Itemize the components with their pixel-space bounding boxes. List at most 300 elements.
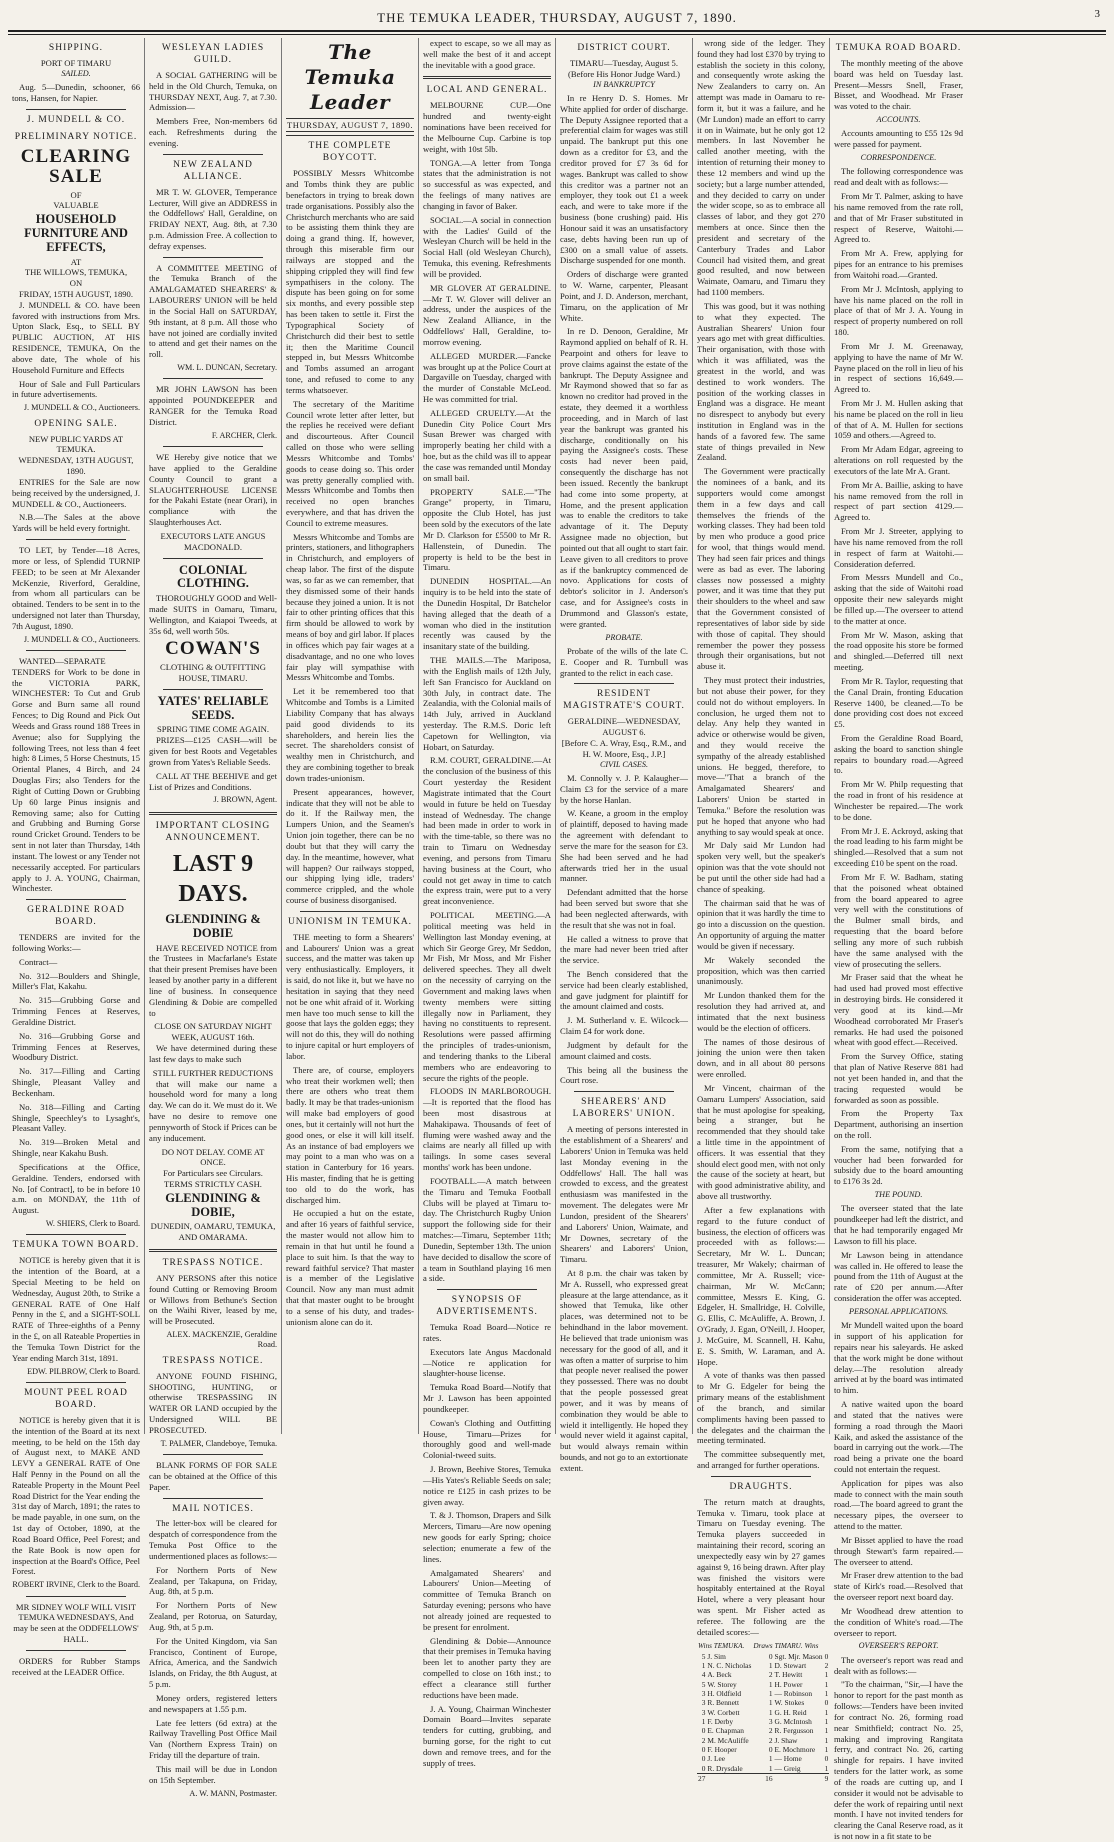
geraldine-date: GERALDINE—WEDNESDAY, AUGUST 6.: [567, 716, 681, 738]
temuka-wins: 0: [701, 1763, 706, 1773]
shearers-heading: SHEARERS' AND LABORERS' UNION.: [572, 1097, 676, 1120]
paper-title-box: [286, 40, 414, 136]
tenders-text: TENDERS are invited for the following Works:—: [12, 932, 140, 953]
road-p10: From Messrs Mundell and Co., asking that the side of Waitohi road opposite their new saleyards might be filled up.—The overseer to attend to the matter at once.: [834, 572, 963, 626]
case-1: M. Connolly v. J. P. Kalaugher—Claim £3 for the service of a mare by the horse Hanlan.: [560, 772, 688, 805]
col6-p10: Mr Vincent, chairman of the Oamaru Lumpers' Association, said that he must apologise for speaking, being a stranger, but he recommended that they should take a little time in the appointment of officers. It was essential that they should elect good men, with not only the cause of the society at heart, but with good administrative ability, and above all trustworthy.: [697, 1082, 825, 1202]
on-label: ON: [69, 278, 83, 289]
temuka-wins: 3: [701, 1688, 706, 1698]
timaru-player: Sgt. Mjr. Mason: [774, 1651, 823, 1661]
mail-6: This mail will be due in London on 15th September.: [149, 1763, 277, 1785]
draws: 1: [768, 1688, 773, 1698]
mail-heading: MAIL NOTICES.: [172, 1503, 254, 1514]
wolf-notice: MR SIDNEY WOLF WILL VISIT TEMUKA WEDNESDAYS, And may be seen at the ODDFELLOWS' HALL.: [13, 1601, 139, 1645]
draughts-row: [697, 1661, 829, 1670]
to-let-text: TO LET, by Tender—18 Acres, more or less, of Splendid TURNIP FEED; to be seen at Mr Alexander McKenzie, Riverford, Geraldine, from whom all particulars can be obtained. Tenders to be sent in to the undersigned not later than Thursday, 7th August, 1890.: [12, 545, 140, 631]
draughts-row: [697, 1736, 829, 1745]
towns-text: DUNEDIN, OAMARU, TEMUKA, AND OMARAMA.: [150, 1221, 276, 1243]
temuka-wins: 1: [701, 1660, 706, 1670]
boycott-p1: POSSIBLY Messrs Whitcombe and Tombs think they are public benefactors in trying to break down trade organisations. Possibly also the Christchurch merchants who are said to be assisting them think they are doing a grand thing. If, however, through this miserable firm our railways are stopped and the shipping crippled they will find few sympathisers in the colony. The dispute has been going on for some six months, and every possible step has been taken to settle it. First the Typographical Society of Christchurch did their best to settle it; then the Maritime Council stepped in, but Messrs Whitcombe and Tombs assumed an arrogant tone, and refused to come to any terms whatsoever.: [286, 168, 414, 395]
col6-p4: They must protect their industries, but not abuse their power, for they could not do without employers. In conclusion, he urged them not to delay. Any help they wanted in advice or otherwise would be given, and they would receive the sympathy of the already established unions. He begged, therefore, to move—"That a branch of the Amalgamated Shearers' and Laborers' Union be started in Temuka." Before the resolution was put he hoped that anyone who had anything to say would speak at once.: [697, 675, 825, 837]
temuka-player: M. McAuliffe: [707, 1735, 749, 1745]
signature-mackenzie: ALEX. MACKENZIE, Geraldine Road.: [166, 1330, 277, 1350]
applications-heading: PERSONAL APPLICATIONS.: [848, 1306, 948, 1316]
of-label: OF: [70, 189, 82, 200]
mundell-heading: J. MUNDELL & CO.: [26, 114, 126, 125]
column-6: [693, 38, 830, 1783]
spring-text: SPRING TIME COME AGAIN.: [156, 724, 270, 735]
road-p22: Mr Lawson being in attendance was called in. He offered to lease the pound from the 11th of August at the rate of £20 per annum.—After consideration the offer was accepted.: [834, 1249, 963, 1304]
mail-2: For Northern Ports of New Zealand, per Rotorua, on Saturday, Aug. 9th, at 5 p.m.: [149, 1600, 277, 1632]
temuka-wins: 2: [701, 1735, 706, 1745]
timaru-wins: 1: [824, 1670, 829, 1680]
civil-label: CIVIL CASES.: [599, 759, 649, 769]
timaru-player: D. Stewart: [774, 1660, 807, 1670]
timaru-wins: 1: [824, 1726, 829, 1736]
draughts-heading: DRAUGHTS.: [729, 1481, 793, 1492]
road-p18: From the Survey Office, stating that plan of Native Reserve 881 had not yet been handed in, and that the tracing requested would be forwarded as soon as possible.: [834, 1051, 963, 1105]
road-p2: From Mr T. Palmer, asking to have his name removed from the rate roll, and that of Mr Fraser substituted in respect of Reserve, Waitohi.—Agreed to.: [834, 191, 963, 245]
peel-notice-text: NOTICE is hereby given that it is the intention of the Board at its next meeting, to be held on the 15th day of August next, to MAKE AND LEVY a GENERAL RATE of One Half Penny in the Pound on all the Rateable Property in the Mount Peel Road District for the Year ending the 31st day of March, 1891; the rates to be made payable, in one sum, on the 1st day of October, 1890, at the Road Board Office, Peel Forest; and the Rate Book is now open for inspection at the Board's Office, Peel Forest.: [12, 1414, 140, 1577]
th-draws: Draws: [753, 1641, 773, 1650]
th-temuka: Wins TEMUKA.: [698, 1641, 745, 1650]
contract-315: No. 315—Grubbing Gorse and Trimming Fences at Reserves, Geraldine District.: [12, 995, 140, 1027]
draughts-total-cell: 9: [824, 1773, 829, 1783]
timaru-wins: 1: [824, 1679, 829, 1689]
case-7: Judgment by default for the amount claimed and costs.: [560, 1039, 688, 1061]
contract-label: Contract—: [19, 956, 58, 967]
paper-date: THURSDAY, AUGUST 7, 1890.: [286, 118, 414, 133]
glover-text: MR T. W. GLOVER, Temperance Lecturer, Will give an ADDRESS in the Oddfellows' Hall, Geraldine, on FRIDAY NEXT, Aug. 8th, at 7.30 p.m. Admission Free. A collection to defray expenses.: [149, 186, 277, 251]
unionism-p2: There are, of course, employers who treat their workmen well; then there are others who treat them badly. It may be that trades-unionism will make bad employers of good ones, but it certainly will not hurt the good ones, or else it will kill itself. As an instance of bad employers we may point to a man who was on a station in Canterbury for 16 years. His master, finding that he is getting too old to do the work, has discharged him.: [286, 1064, 414, 1205]
geraldine-road-board: GERALDINE ROAD BOARD.: [27, 905, 125, 928]
local-p10: R.M. COURT, GERALDINE.—At the conclusion of the business of this Court yesterday the Resident Magistrate intimated that the Court would in future be held on Tuesday instead of Wednesday. The change had been made in order to work in with the time-table, so there was no train to Timaru on Wednesday evening, and persons from Timaru having business at the Court, who could not get away in time to catch the express train, were put to a very great inconvenience.: [423, 755, 551, 907]
local-p2: TONGA.—A letter from Tonga states that the administration is not so successful as was expected, and the feelings of many natives are changing in favor of Baker.: [423, 157, 551, 211]
temuka-wins: 5: [701, 1679, 706, 1689]
port-heading: PORT OF TIMARU: [40, 57, 112, 68]
local-p12: FLOODS IN MARLBOROUGH.—It is reported that the flood has been most disastrous at Mahakipawa. Thousands of feet of fluming were washed away and the claims are nearly all filled up with tailings. In some cases several months' work has been undone.: [423, 1086, 551, 1173]
glendining-dobie: GLENDINING & DOBIE: [165, 912, 261, 940]
sailed-label: SAILED.: [61, 68, 91, 78]
contract-318: No. 318—Filling and Carting Shingle, Speechley's to Lysaght's, Pleasant Valley.: [12, 1101, 140, 1134]
blank-forms: BLANK FORMS OF FOR SALE can be obtained at the Office of this Paper.: [149, 1460, 277, 1492]
temuka-player: F. Hooper: [707, 1744, 737, 1754]
contract-312: No. 312—Boulders and Shingle, Miller's Flat, Kakahu.: [12, 970, 140, 992]
temuka-player: N. C. Nicholas: [707, 1660, 752, 1670]
draughts-row: [697, 1698, 829, 1707]
case-2: W. Keane, a groom in the employ of plaintiff, deposed to having made the agreement with defendant to serve the mare for the season for £3. She had been served and he had afterwards tried her in the usual manner.: [560, 808, 688, 884]
unionism-heading: UNIONISM IN TEMUKA.: [287, 916, 413, 927]
timaru-wins: 0: [824, 1698, 829, 1708]
col6-p7: Mr Wakely seconded the proposition, which was then carried unanimously.: [697, 954, 825, 987]
timaru-player: H. Power: [774, 1679, 803, 1689]
signature-brown: J. BROWN, Agent.: [213, 795, 277, 805]
timaru-wins: 0: [824, 1754, 829, 1764]
cash-terms: TERMS STRICTLY CASH.: [164, 1179, 262, 1190]
column-4: [419, 38, 556, 1768]
road-p9: From Mr J. Streeter, applying to have his name removed from the roll in respect of farm at Waitohi.—Consideration deferred.: [834, 526, 963, 569]
temuka-wins: 5: [701, 1651, 706, 1661]
valuable-label: VALUABLE: [53, 200, 99, 211]
timaru-wins: 1: [824, 1707, 829, 1717]
case-8: This being all the business the Court rose.: [560, 1064, 688, 1086]
local-p8: DUNEDIN HOSPITAL.—An inquiry is to be held into the state of the Dunedin Hospital, Dr Batchelor having alleged that the death of a woman who died in the institution recently was caused by the insanitary state of the building.: [423, 576, 551, 652]
shearers-p2: At 8 p.m. the chair was taken by Mr A. Russell, who expressed great pleasure at the large attendance, as it showed that Temuka, like other places, was determined not to be behindhand in the labor movement. He believed that trade unionism was necessary for the good of all, and it was often a matter of surprise to him that people never realised the power they possessed. There was no doubt that the people possessed great power, and it was by means of combination they would be able to wield it intelligently. He hoped they would never wield it against capital, but would always remain within bounds, and not go to an extortionate extent.: [560, 1267, 688, 1473]
committee-text: A COMMITTEE MEETING of the Temuka Branch of the AMALGAMATED SHEARERS' & LABOURERS' UNION will be held in the Social Hall on SATURDAY, 9th instant, at 8 p.m. All those who have not joined are cordially invited to attend and get their names on the roll.: [149, 262, 277, 360]
masthead: [8, 6, 1106, 32]
road-p21: The overseer stated that the late poundkeeper had left the district, and that he had temporarily engaged Mr Lawson to fill his place.: [834, 1203, 963, 1246]
temuka-player: R. Bennett: [707, 1698, 740, 1708]
draughts-row: [697, 1717, 829, 1726]
signature-palmer: T. PALMER, Clandeboye, Temuka.: [160, 1438, 277, 1448]
road-p20: From the same, notifying that a voucher had been forwarded for subsidy due to the board amounting to £176 3s 2d.: [834, 1143, 963, 1187]
col6-p5: Mr Daly said Mr Lundon had spoken very well, but the speaker's opinion was that the vote should not be put until the other side had had a chance of speaking.: [697, 840, 825, 894]
temuka-wins: 3: [701, 1707, 706, 1717]
correspondence-text: The following correspondence was read and dealt with as follows:—: [834, 166, 963, 188]
col6-p9: The names of those desirous of joining the union were then taken down, and in all about 80 persons were enrolled.: [697, 1036, 825, 1080]
local-p6: ALLEGED CRUELTY.—At the Dunedin City Police Court Mrs Susan Brewer was charged with improperly beating her child with a hoe, but as the child was ill to appear the case was remanded until Monday on small bail.: [423, 407, 551, 483]
draughts-row: [697, 1708, 829, 1717]
col6-p8: Mr Lundon thanked them for the resolution they had arrived at, and intimated that the next business would be the election of officers.: [697, 990, 825, 1033]
trespass-text-1: ANY PERSONS after this notice found Cutting or Removing Broom or Willows from Bethune's Section on the Waihi River, leased by me, will be Prosecuted.: [149, 1272, 277, 1327]
th-timaru: TIMARU. Wins: [774, 1641, 819, 1650]
column-5: [556, 38, 693, 1473]
timaru-date: TIMARU—Tuesday, August 5.: [570, 57, 678, 68]
unionism-p1: THE meeting to form a Shearers' and Labourers' Union was a great success, and the matter was taken up very enthusiastically. Employers, it is said, do not like it, but we have no hesitation in saying that they need not be one whit afraid of it. Working men have too much sense to kill the goose that lays the golden eggs; they will not do this, they will do nothing to injure capital or hurt employers of labor.: [286, 931, 414, 1061]
contract-317: No. 317—Filling and Carting Shingle, Pleasant Valley and Beckenham.: [12, 1066, 140, 1098]
mail-5: Late fee letters (6d extra) at the Railway Travelling Post Office Mail Van (Northern Express Train) on Friday till the departure of train.: [149, 1717, 277, 1761]
specifications-text: Specifications at the Office, Geraldine. Tenders, endorsed with No. [of Contract], to be in before 10 a.m. on MONDAY, the 11th of August.: [12, 1161, 140, 1216]
temuka-wins: 1: [701, 1716, 706, 1726]
road-p16: From Mr F. W. Badham, stating that the poisoned wheat obtained from the board appeared to agree very well with the constitutions of the Bulmer small birds, and requesting that the board before selling any more of such rubbish have the same analysed with the view of prosecuting the sellers.: [834, 871, 963, 969]
colonial-clothing: COLONIAL CLOTHING.: [177, 562, 249, 591]
draws: 1: [768, 1660, 773, 1670]
synopsis-heading: SYNOPSIS OF ADVERTISEMENTS.: [436, 1295, 538, 1318]
court-p2: Orders of discharge were granted to W. Warne, carpenter, Pleasant Point, and J. D. Anderson, merchant, Timaru, on the application of Mr White.: [560, 269, 688, 323]
trespass-heading-1: TRESPASS NOTICE.: [162, 1258, 264, 1268]
cowans-logo: COWAN'S: [165, 638, 261, 660]
road-p25: Application for pipes was also made to connect with the main south road.—The board agreed to grant the necessary pipes, the overseer to attend to the matter.: [834, 1477, 963, 1532]
column-1: [8, 38, 145, 1677]
yards-date: WEDNESDAY, 13TH AUGUST, 1890.: [18, 455, 134, 477]
accounts-text: Accounts amounting to £55 12s 9d were passed for payment.: [834, 128, 963, 150]
local-p13: FOOTBALL.—A match between the Timaru and Temuka Football Clubs will be played at Timaru to-day. The Christchurch Rugby Union support the following side for their matches:—Timaru, September 11th; Dunedin, September 13th. The union have decided to disallow the score of a team in Southland playing 16 men a side.: [423, 1175, 551, 1284]
road-p19: From the Property Tax Department, authorising an insertion on the roll.: [834, 1108, 963, 1140]
road-p11: From Mr W. Mason, asking that the road opposite his store be formed and shingled.—Deferred till next meeting.: [834, 629, 963, 673]
road-p6: From Mr J. M. Hullen asking that his name be placed on the roll in lieu of that of A. M. Hullen for sections 1059 and others.—Agreed to.: [834, 397, 963, 441]
household-furniture: HOUSEHOLD FURNITURE AND EFFECTS,: [24, 212, 128, 254]
timaru-player: J. Shaw: [774, 1735, 798, 1745]
draughts-total-cell: [706, 1773, 752, 1783]
column-3: [282, 38, 419, 1434]
boycott-p4: Let it be remembered too that Whitcombe and Tombs is a Limited Liability Company that has always paid good dividends to its shareholders, and herein lies the secret. The shareholders consist of wealthy men in Christchurch, and they are combining together to break down trades-unionism.: [286, 686, 414, 783]
local-p9: THE MAILS.—The Mariposa, with the English mails of 12th July, left San Francisco for Auckland on 30th July, in contract date. The Zealandia, with the Colonial mails of 14th July, arrived in Auckland yesterday. The R.M.S. Doric left Capetown for Wellington, via Hobart, on Saturday.: [423, 655, 551, 752]
signature-mundell-2: J. MUNDELL & CO., Auctioneers.: [23, 634, 140, 644]
temuka-town-board: TEMUKA TOWN BOARD.: [12, 1240, 140, 1251]
court-p1: In re Henry D. S. Homes. Mr White applied for order of discharge. The Deputy Assignee reported that a preferential claim for wages was still unpaid. The bankrupt put this one down as a creditor for £3, and the creditor proved for £7 3s 6d for wages. Bankrupt was called to show this creditor was a partner not an employer, they took out £1 a week each, and were to take more if the business (bone crushing) paid. His Honour said it was an unsatisfactory case, debts having been run up of £300 on a small value of assets. Discharge suspended for one month.: [560, 92, 688, 266]
probate-label: PROBATE.: [605, 632, 643, 642]
mail-4: Money orders, registered letters and newspapers at 1.55 p.m.: [149, 1692, 277, 1714]
accounts-heading: ACCOUNTS.: [876, 115, 921, 125]
road-p3: From Mr A. Frew, applying for pipes for an entrance to his premises from Waitohi road.—Granted.: [834, 248, 963, 280]
bankruptcy-label: IN BANKRUPTCY: [593, 79, 655, 89]
draughts-total-cell: 27: [698, 1773, 706, 1783]
case-3: Defendant admitted that the horse had been served but swore that she had been neglected afterwards, with the result that she was not in foal.: [560, 887, 688, 930]
boycott-p3: Messrs Whitcombe and Tombs are printers, stationers, and lithographers in Christchurch, and employers of cheap labor. The first of the dispute was, so far as we can remember, that they dismissed some of their hands because they joined a union. It is not fair to other printing offices that this firm should be allowed to work by means of boy and girl labor. If places in offices which pay fair wages at a disadvantage, and no one who loves fair play will sympathise with Messrs Whitcombe and Tombs.: [286, 531, 414, 683]
particulars-text: For Particulars see Circulars.: [163, 1168, 263, 1179]
timaru-player: — Home: [774, 1754, 802, 1764]
draughts-row: [697, 1652, 829, 1661]
social-text: A SOCIAL GATHERING will be held in the Old Church, Temuka, on THURSDAY NEXT, Aug. 7, at 7.30. Admission—: [149, 69, 277, 113]
court-p3: In re D. Denoon, Geraldine, Mr Raymond applied on behalf of R. H. Pearpoint and others for leave to prove claims against the estate of the bankrupt. The Deputy Assignee and Mr Raymond showed that so far as known no creditor had proved in the estate, they deemed it a worthless proceeding, and in March of last year the bankrupt was granted his discharge, conditionally on his paying the Assignee's costs. These costs had never been paid, consequently the discharge has not been issued. Recently the bankrupt had come into some property, at Home, and the present application was to enable the creditors to take advantage of it. The Deputy Assignee made no objection, but pointed out that all ought to start fair. Leave given to all creditors to prove as if the bankruptcy commenced de novo. Applications for costs of debtor's solicitor in J. Anderson's case, and for Assignee's costs in Drummond and Glasson's estate, were granted.: [560, 326, 688, 629]
nb-text: N.B.—The Sales at the above Yards will be held every fortnight.: [12, 512, 140, 534]
call-text: CALL AT THE BEEHIVE and get List of Prizes and Conditions.: [149, 770, 277, 792]
glendining-dobie-2: GLENDINING & DOBIE,: [165, 1190, 261, 1219]
draughts-row: [697, 1670, 829, 1679]
temuka-player: J. Lee: [707, 1754, 726, 1764]
unionism-p3: He occupied a hut on the estate, and after 16 years of faithful service, the master would not allow him to remain in that hut until he found a place to suit him. Is that the way to reward faithful service? That master is a member of the Legislative Council. Now any man must admit that that master ought to be brought to a sense of his duty, and trades-unionism alone can do it.: [286, 1208, 414, 1327]
temuka-player: F. Derby: [707, 1716, 734, 1726]
timaru-wins: 0: [824, 1651, 829, 1661]
wanted-text: WANTED—SEPARATE TENDERS for Work to be done in the VICTORIA PARK, WINCHESTER: To Cut and Grub Gorse and Burn same all round Fences; to Dig Round and Pick Out Weeds and Grass round 188 Trees in Avenue; also for Supplying the following Trees, not less than 4 feet high: 8 Limes, 5 Horse Chestnuts, 15 Oriental Planes, 4 Birch, and 24 Douglas Firs; also Tenders for the Right of Cutting Down or Grubbing Up 60 large Pinus insignis and Removing same; also for Cutting and Grubbing and Burning Gorse round Cricket Ground. Tenders to be sent in not later than Thursday, 14th instant. The lowest or any Tender not necessarily accepted. For particulars apply to J. A. YOUNG, Chairman, Winchester.: [12, 655, 140, 894]
draughts-row: [697, 1745, 829, 1754]
road-p26: Mr Bisset applied to have the road through Stewart's farm repaired.—The overseer to attend.: [834, 1534, 963, 1567]
timaru-wins: 1: [824, 1688, 829, 1698]
rm-court-heading: RESIDENT MAGISTRATE'S COURT.: [563, 689, 685, 712]
lawson-text: MR JOHN LAWSON has been appointed POUNDKEEPER and RANGER for the Temuka Road District.: [149, 384, 277, 427]
road-p30: "To the chairman, "Sir,—I have the honor to report for the past month as follows:—Tenders have been invited for contract No. 26, forming road near Smithfield; contract No. 25, making and improving Rangitata ferry, and contract No. 26, carting shingle for repairs. I have invited tenders for the latter work, as some of the roads are cutting up, and I consider it would not be advisable to defer the work of repairing until next month. I have not invited tenders for clearing the Canal Reserve road, as it is not now in a fit state to be: [834, 1679, 963, 1841]
road-p4: From Mr J. McIntosh, applying to have his name placed on the roll in place of that of Mr J. A. Young in respect of property numbered on roll 180.: [834, 283, 963, 338]
synopsis-4: Cowan's Clothing and Outfitting House, Timaru—Prizes for thoroughly good and well-made Colonial-tweed suits.: [423, 1417, 551, 1461]
clearing-sale: CLEARING SALE: [20, 145, 132, 187]
trespass-text-2: ANYONE FOUND FISHING, SHOOTING, HUNTING, or otherwise TRESPASSING IN WATER OR LAND occupied by the Undersigned WILL BE PROSECUTED.: [149, 1370, 277, 1435]
synopsis-3: Temuka Road Board—Notify that Mr J. Lawson has been appointed poundkeeper.: [423, 1382, 551, 1414]
road-p7: From Mr Adam Edgar, agreeing to alterations on roll requested by the executors of the late Mr A. Grant.: [834, 444, 963, 476]
timaru-wins: 1: [824, 1716, 829, 1726]
local-p4: MR GLOVER AT GERALDINE.—Mr T. W. Glover will deliver an address, under the auspices of the New Zealand Alliance, in the Oddfellows' Hall, Geraldine, to-morrow evening.: [423, 282, 551, 347]
mount-peel-road-board: MOUNT PEEL ROAD BOARD.: [24, 1387, 128, 1410]
draughts-total-cell: [774, 1773, 824, 1783]
before-rm: [Before C. A. Wray, Esq., R.M., and H. W. Moore, Esq., J.P.]: [561, 737, 687, 759]
draws: 0: [768, 1651, 773, 1661]
draughts-body: [697, 1652, 829, 1784]
temuka-player: W. Storey: [707, 1679, 737, 1689]
local-p1: MELBOURNE CUP.—One hundred and twenty-eight nominations have been received for the Melbourne Cup. Carbine is top weight, with 10st 5lb.: [423, 100, 551, 154]
temuka-player: J. Sim: [707, 1651, 726, 1661]
close-text: CLOSE ON SATURDAY NIGHT WEEK, AUGUST 16th.: [154, 1021, 272, 1043]
boycott-p2: The secretary of the Maritime Council wrote letter after letter, but the replies he received were defiant and discourteous. After Council called on those who were selling Messrs Whitcombe and Tombs' goods to cease doing so. This order was pretty generally complied with. Messrs Whitcombe and Tombs then received no open branches everywhere, and that has driven the Council to extreme measures.: [286, 398, 414, 528]
draws: 2: [768, 1726, 773, 1736]
temuka-wins: 3: [701, 1698, 706, 1708]
case-5: The Bench considered that the service had been clearly established, and gave judgment for plaintiff for the amount claimed and costs.: [560, 969, 688, 1012]
draws: 1: [768, 1763, 773, 1773]
draughts-row: [697, 1726, 829, 1735]
last-9-days: LAST 9 DAYS.: [172, 850, 254, 907]
mundell-text: J. MUNDELL & CO. have been favored with instructions from Mrs. Upton Slack, Esq., to SELL BY PUBLIC AUCTION, AT HIS RESIDENCE, TEMUKA, On the above date, The whole of his Household Furniture and Effects: [12, 299, 140, 375]
draws: 2: [768, 1670, 773, 1680]
slaughter-text: WE Hereby give notice that we have applied to the Geraldine County Council to grant a SLAUGHTERHOUSE LICENSE for the Pakahi Estate (near Orari), in compliance with the Slaughterhouses Act.: [149, 452, 277, 528]
column-7: [830, 38, 967, 1841]
road-p23: Mr Mundell waited upon the board in support of his application for repairs near his saleyards. He asked that the work might be done without delay.—The resolution already arrived at by the board was intimated to him.: [834, 1320, 963, 1396]
col6-p11: After a few explanations with regard to the future conduct of business, the election of officers was proceeded with as follows:—Secretary, Mr W. L. Duncan; treasurer, Mr Wakely; chairman of committee, Mr A. Russell; vice-chairman, Mr W. McCann; committee, Messrs E. King, G. Edgeler, H. Smallridge, H. Colville, G. Ellis, C. McAuliffe, A. Brown, J. O'Grady, J. Egan, O'Neill, J. Hooper, J. McGuire, M. Scannell, H. Kahu, E. S. Smith, W. Laraman, and A. Hope.: [697, 1204, 825, 1367]
mail-3: For the United Kingdom, via San Francisco, Continent of Europe, Africa, America, and the Sandwich Islands, on Friday, the 8th August, at 5 p.m.: [149, 1635, 277, 1690]
road-p17: Mr Fraser said that the wheat he had used had proved most effective in destroying birds. He considered it very good at its kind.—Mr Woodhead corroborated Mr Fraser's remarks. He had used the poisoned wheat with good effect.—Received.: [834, 972, 963, 1048]
temuka-player: H. Oldfield: [707, 1688, 742, 1698]
col6-p6: The chairman said that he was of opinion that it was hardly the time to go into a discussion on the question. An opportunity of arguing the matter would be given if necessary.: [697, 897, 825, 951]
case-6: J. M. Sutherland v. E. Wilcock—Claim £4 for work done.: [560, 1015, 688, 1037]
suits-text: THOROUGHLY GOOD and Well-made SUITS in Oamaru, Timaru, Wellington, and Kaiapoi Tweeds, at 35s 6d, well worth 50s.: [149, 593, 277, 636]
timaru-player: G. McIntosh: [774, 1716, 812, 1726]
probate-text: Probate of the wills of the late C. E. Cooper and R. Turnbull was granted to the relict in each case.: [560, 645, 688, 678]
road-p1: The monthly meeting of the above board was held on Tuesday last. Present—Messrs Snell, Fraser, Bisset, and Woodhead. Mr Fraser was voted to the chair.: [834, 57, 963, 112]
synopsis-8: Glendining & Dobie—Announce that their premises in Temuka having been let to another party they are compelled to close on 16th inst.; to effect a clearance still further reductions have been made.: [423, 1635, 551, 1700]
synopsis-2: Executors late Angus Macdonald—Notice re application for slaughter-house license.: [423, 1346, 551, 1379]
report-heading: OVERSEER'S REPORT.: [858, 1641, 939, 1651]
timaru-wins: 1: [824, 1735, 829, 1745]
hour-text: Hour of Sale and Full Particulars in future advertisements.: [12, 378, 140, 400]
draws: 1: [768, 1707, 773, 1717]
timaru-player: T. Hewitt: [774, 1670, 803, 1680]
temuka-wins: 4: [701, 1670, 706, 1680]
road-p12: From Mr R. Taylor, requesting that the Canal Drain, fronting Education Reserve 1400, be cleaned.—To be done providing cost does not exceed £5.: [834, 675, 963, 730]
draws: 1: [768, 1754, 773, 1764]
synopsis-9: J. A. Young, Chairman Winchester Domain Board—Invites separate tenders for cutting, grubbing, and burning gorse, for the right to cut down and remove trees, and for the supply of trees.: [423, 1703, 551, 1768]
synopsis-5: J. Brown, Beehive Stores, Temuka—His Yates's Reliable Seeds on sale; notice re £125 in cash prizes to be given away.: [423, 1464, 551, 1507]
sailed-text: Aug. 5—Dunedin, schooner, 66 tons, Hansen, for Napier.: [12, 82, 140, 103]
draughts-table: [697, 1641, 829, 1784]
cowans-sub: CLOTHING & OUTFITTING HOUSE, TIMARU.: [160, 662, 266, 684]
timaru-wins: 2: [824, 1660, 829, 1670]
alliance-heading: NEW ZEALAND ALLIANCE.: [173, 159, 253, 182]
temuka-wins: 0: [701, 1726, 706, 1736]
road-p27: Mr Fraser drew attention to the bad state of Kirk's road.—Resolved that the overseer report next board day.: [834, 1570, 963, 1603]
boycott-heading: THE COMPLETE BOYCOTT.: [308, 141, 392, 164]
new-yards: NEW PUBLIC YARDS AT TEMUKA.: [28, 433, 124, 455]
masthead-title: THE TEMUKA LEADER, THURSDAY, AUGUST 7, 1890.: [377, 10, 737, 25]
opening-sale: OPENING SALE.: [34, 418, 118, 429]
temuka-wins: 0: [701, 1754, 706, 1764]
draws: 1: [768, 1698, 773, 1708]
local-p5: ALLEGED MURDER.—Fancke was brought up at the Police Court at Dargaville on Tuesday, charged with the murder of Constable McLeod. He was committed for trial.: [423, 350, 551, 404]
timaru-player: — Robinson: [774, 1688, 813, 1698]
draws: 2: [768, 1735, 773, 1745]
road-p29: The overseer's report was read and dealt with as follows:—: [834, 1654, 963, 1676]
col6-p2: This was good, but it was nothing to what they expected. The Australian Shearers' Union four years ago met with great difficulties. Their organisation, with those with which it was affiliated, was the greatest in the world, and was destined to work wonders. The position of the working classes in England was a disgrace. He meant no disrespect to anybody but every institution in England was in the hands of a favored few. The same state of things prevailed in New Zealand.: [697, 300, 825, 463]
draughts-row: [697, 1764, 829, 1774]
temuka-player: W. Corbett: [707, 1707, 740, 1717]
mail-text: The letter-box will be cleared for despatch of correspondence from the Temuka Post Office to the undermentioned places as follows:—: [149, 1518, 277, 1561]
road-p5: From Mr J. M. Greenaway, applying to have the name of Mr W. Payne placed on the roll in lieu of his in respect of sections 16,649.—Agreed to.: [834, 340, 963, 395]
road-p8: From Mr A. Baillie, asking to have his name removed from the roll in respect of part section 4129.—Agreed to.: [834, 479, 963, 523]
signature-duncan: WM. L. DUNCAN, Secretary.: [177, 363, 277, 373]
timaru-player: R. Fergusson: [774, 1726, 814, 1736]
road-p13: From the Geraldine Road Board, asking the board to sanction shingle repairs to boundary road.—Agreed to.: [834, 733, 963, 776]
make-text: that will make our name a household word for many a long day. We can do it. We must do it. We have no desire to remove one pennyworth of Stock if Prices can be any inducement.: [149, 1078, 277, 1143]
preliminary-notice: PRELIMINARY NOTICE.: [14, 131, 138, 142]
signature-pilbrow: EDW. PILBROW, Clerk to Board.: [27, 1366, 140, 1376]
draws: 1: [768, 1679, 773, 1689]
town-notice-text: NOTICE is hereby given that it is the intention of the Board, at a Special Meeting to be held on Wednesday, August 20th, to Strike a GENERAL RATE of One Half Penny in the £, and a SIGHT-SOLL RATE of Three-eighths of a Penny in the £, on all Rateable Properties in the Temuka Town District for the Year ending March 31st, 1891.: [12, 1255, 140, 1363]
boycott-p5: Present appearances, however, indicate that they will not be able to do it. If the Railway men, the Lumpers Union, and the Seamen's Union join together, there can be no doubt but that they will carry the day. In the meantime, however, what will happen? Our railways stopped, our shipping lying idle, traders' commerce crippled, and the whole course of business disorganised.: [286, 786, 414, 905]
col6-p12: A vote of thanks was then passed to Mr G. Edgeler for being the primary means of the establishment of the branch, and similar compliments having been passed to the delegates and the chairman the meeting terminated.: [697, 1370, 825, 1446]
timaru-wins: 1: [824, 1744, 829, 1754]
temuka-player: A. Beck: [707, 1670, 732, 1680]
delay-text: DO NOT DELAY. COME AT ONCE.: [161, 1146, 265, 1168]
orders-notice: ORDERS for Rubber Stamps received at the LEADER Office.: [12, 1655, 140, 1677]
timaru-player: E. Mochmore: [774, 1744, 816, 1754]
road-p24: A native waited upon the board and stated that the natives were forming a road through the Maori Kaik, and asked the assistance of the board in carrying out the work.—The road being a private one the board could not entertain the request.: [834, 1399, 963, 1474]
pound-heading: THE POUND.: [874, 1190, 923, 1200]
members-text: Members Free, Non-members 6d each. Refreshments during the evening.: [149, 116, 277, 148]
synopsis-6: T. & J. Thomson, Drapers and Silk Mercers, Timaru—Are now opening new goods for early Spring; choice selection; enumerate a few of the lines.: [423, 1510, 551, 1564]
signature-shiers: W. SHIERS, Clerk to Board.: [45, 1219, 140, 1228]
synopsis-7: Amalgamated Shearers' and Labourers' Union—Meeting of committee of Temuka Branch on Saturday evening; persons who have not already joined are requested to be present for enrolment.: [423, 1567, 551, 1632]
temuka-player: E. Chapman: [707, 1726, 744, 1736]
local-p7: PROPERTY SALE.—"The Grange" property, in Timaru, opposite the Club Hotel, has just been sold by the executors of the late Mr D. Clarkson for £5500 to Mr R. Hallenstein, of Dunedin. The property is held to be the best in Timaru.: [423, 486, 551, 573]
before-judge: (Before His Honor Judge Ward.): [567, 68, 681, 79]
draughts-row: [697, 1754, 829, 1763]
road-p14: From Mr W. Philp requesting that the road in front of his residence at Winchester be repaired.—The work to be done.: [834, 779, 963, 822]
sale-date: FRIDAY, 15TH AUGUST, 1890.: [19, 288, 133, 299]
synopsis-1: Temuka Road Board—Notice re rates.: [423, 1322, 551, 1343]
trespass-heading-2: TRESPASS NOTICE.: [162, 1355, 264, 1366]
draws: 0: [768, 1744, 773, 1754]
draws: 3: [768, 1716, 773, 1726]
timaru-wins: 1: [824, 1763, 829, 1773]
col6-intro: wrong side of the ledger. They found they had lost £370 by trying to establish the society in this colony, and consequently wrote asking the New Zealanders to carry on. An attempt was made in Oamaru to re-form it, but it was a failure, and he (Mr Lundon) made an effort to carry it on in Waimate, but he only got 12 members. In last November he called another meeting, with the intention of returning their money to these 12 members and wind up the society; but a large number attended, and they decided to carry on under the wider scope, so as to embrace all classes of labor, and they got 270 members at once. Since then the president and secretary of the Canterbury Trades and Labor Council had visited them, and great good resulted, and now between Waimate, Oamaru, and Timaru they had 1100 members.: [697, 38, 825, 298]
mail-1: For Northern Ports of New Zealand, per Takapuna, on Friday, Aug. 8th, at 5 p.m.: [149, 1564, 277, 1597]
road-p15: From Mr J. E. Ackroyd, asking that the road leading to his farm might be shingled.—Resolved that a sum not exceeding £10 be spent on the road.: [834, 825, 963, 869]
col6-p13: The committee subsequently met, and arranged for further operations.: [697, 1449, 825, 1470]
road-board-heading: TEMUKA ROAD BOARD.: [835, 43, 962, 53]
road-p28: Mr Woodhead drew attention to the condition of White's road.—The overseer to report.: [834, 1605, 963, 1638]
important-heading: IMPORTANT CLOSING ANNOUNCEMENT.: [155, 820, 271, 843]
further-reductions: STILL FURTHER REDUCTIONS: [152, 1067, 274, 1078]
temuka-wins: 0: [701, 1744, 706, 1754]
entries-text: ENTRIES for the Sale are now being received by the undersigned, J. MUNDELL & CO., Auctioneers.: [12, 476, 140, 509]
signature-archer: F. ARCHER, Clerk.: [211, 430, 277, 440]
page-number: 3: [1094, 8, 1100, 20]
decided-text: We have determined during these last few days to make such: [149, 1043, 277, 1064]
draughts-row: [697, 1680, 829, 1689]
timaru-player: W. Stokes: [774, 1698, 805, 1708]
paper-title: The Temuka Leader: [304, 40, 396, 115]
col4-intro: expect to escape, so we all may as well make the best of it and accept the inevitable with a good grace.: [423, 38, 551, 70]
contract-319: No. 319—Broken Metal and Shingle, near Kakahu Bush.: [12, 1137, 140, 1159]
draughts-total-cell: 16: [752, 1773, 773, 1783]
columns: [8, 38, 1106, 1841]
local-p3: SOCIAL.—A social in connection with the Ladies' Guild of the Wesleyan Church will be held in the Social Hall (old Wesleyan Church), Temuka, this evening. Refreshments will be provided.: [423, 214, 551, 279]
district-court-heading: DISTRICT COURT.: [577, 43, 671, 53]
case-4: He called a witness to prove that the mare had never been tried after the service.: [560, 933, 688, 966]
willows-label: THE WILLOWS, TEMUKA,: [24, 267, 128, 278]
draughts-total-row: [697, 1773, 829, 1783]
at-label: AT: [70, 256, 82, 267]
contract-316: No. 316—Grubbing Gorse and Trimming Fences at Reserves, Woodbury District.: [12, 1030, 140, 1063]
prizes-text: PRIZES—£125 CASH—will be given for best Roots and Vegetables grown from Yates's Reliable Seeds.: [149, 735, 277, 767]
local-p11: POLITICAL MEETING.—A political meeting was held in Wellington last Monday evening, at which Sir George Grey, Mr Seddon, Mr Fish, Mr Moss, and Mr Fisher delivered speeches. They all dwelt on the necessity of carrying on the Government and making laws when twenty members were sitting illegally now in Parliament, they having no constituents to represent. Resolutions were passed affirming the principles of trades-unionism, and tendering thanks to the Liberal members who are endeavoring to secure the rights of the people.: [423, 910, 551, 1083]
signature-mann: A. W. MANN, Postmaster.: [189, 1788, 277, 1798]
timaru-player: — Greig: [774, 1763, 801, 1773]
signature-irvine: ROBERT IRVINE, Clerk to the Board.: [12, 1580, 140, 1590]
draughts-text: The return match at draughts, Temuka v. Timaru, took place at Timaru on Tuesday evening. The Temuka players succeeded in maintaining their record, scoring an unexpectedly easy win by 27 games against 9, 16 being drawn. After play was finished the visitors were hospitably entertained at the Royal Hotel, where a very pleasant hour was spent. Mr Fisher acted as referee. The following are the detailed scores:—: [697, 1496, 825, 1637]
correspondence-heading: CORRESPONDENCE.: [860, 153, 937, 163]
timaru-player: G. H. Reid: [774, 1707, 807, 1717]
column-2: [145, 38, 282, 1798]
shearers-p1: A meeting of persons interested in the establishment of a Shearers' and Laborers' Union in Temuka was held last Monday evening in the Oddfellows' Hall. The hall was crowded to excess, and the greatest enthusiasm was manifested in the movement. The delegates were Mr Lundon, president of the Shearers' and Laborers' Union, Waimate, and Mr Downes, secretary of the Shearers' and Laborers' Union, Timaru.: [560, 1124, 688, 1265]
wesleyan-heading: WESLEYAN LADIES GUILD.: [161, 43, 265, 65]
draughts-row: [697, 1689, 829, 1698]
